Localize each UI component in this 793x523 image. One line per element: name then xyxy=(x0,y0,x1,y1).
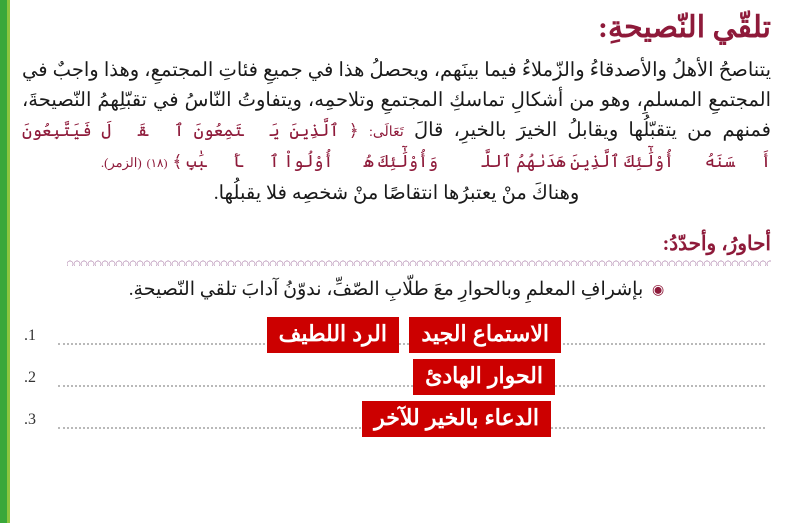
answers-list xyxy=(22,315,771,441)
task-instruction xyxy=(22,278,771,301)
answer-box-1a[interactable]: الاستماع الجيد xyxy=(409,317,561,353)
task-text: بإشرافِ المعلمِ وبالحوارِ معَ طلّابِ الصّفِّ، ندوّنُ آدابَ تلقي النّصيحةِ. xyxy=(128,278,644,300)
answer-row-1-wrap xyxy=(22,315,771,357)
surah-reference: (الزمر). xyxy=(100,154,142,170)
paragraph-text: يتناصحُ الأهلُ والأصدقاءُ والزّملاءُ فيما بينَهم، ويحصلُ هذا في جميعِ فئاتِ المجتمعِ، وهذا واجبٌ في المجتمعِ المسلمِ، وهو من أشكالِ تماسكِ المجتمعِ وتلاحمِه، ويتفاوتُ النّاسُ في تقبّلِهمُ النّصيحةَ، فمنهم من يتقبّلُها ويقابلُ الخيرَ بالخيرِ، قالَ xyxy=(22,60,772,142)
row-number-2: 2. xyxy=(24,368,36,386)
ayah-number: (١٨) xyxy=(146,155,168,170)
activity-heading: أحاورُ، وأحدّدُ: xyxy=(662,232,771,255)
quran-ayah: ﴿ ٱلَّذِينَ يَسۡتَمِعُونَ ٱلۡقَوۡلَ فَيَتَّبِعُونَ أَحۡسَنَهُۥٓ أُوْلَٰٓئِكَ ٱلَّذِينَ هَدَىٰهُمُ ٱللَّهُۖ وَأُوْلَٰٓئِكَ هُمۡ أُوْلُواْ ٱلۡأَلۡبَٰبِ ﴾ xyxy=(22,121,771,171)
answer-row-2-wrap xyxy=(22,357,771,399)
row-number-1: 1. xyxy=(24,326,36,344)
qaal-suffix: تَعَالَى: xyxy=(368,125,404,141)
table-row xyxy=(22,357,771,399)
closing-line: وهناكَ منْ يعتبرُها انتقاصًا منْ شخصِه فلا يقبلُها. xyxy=(213,182,580,204)
page-edge-bar-light xyxy=(7,0,10,523)
page-edge-bar-dark xyxy=(0,0,7,523)
answer-box-2a[interactable]: الحوار الهادئ xyxy=(413,359,555,395)
answer-line-2[interactable] xyxy=(58,385,765,387)
body-paragraph xyxy=(22,56,771,177)
bullet-icon: ◉ xyxy=(651,283,665,299)
page-title: تلقّي النّصيحةِ: xyxy=(598,11,771,44)
row-number-3: 3. xyxy=(24,410,36,428)
answer-box-1b[interactable]: الرد اللطيف xyxy=(267,317,399,353)
wavy-divider xyxy=(67,258,771,266)
answer-box-3a[interactable]: الدعاء بالخير للآخر xyxy=(362,401,551,437)
answer-row-3-wrap xyxy=(22,399,771,441)
